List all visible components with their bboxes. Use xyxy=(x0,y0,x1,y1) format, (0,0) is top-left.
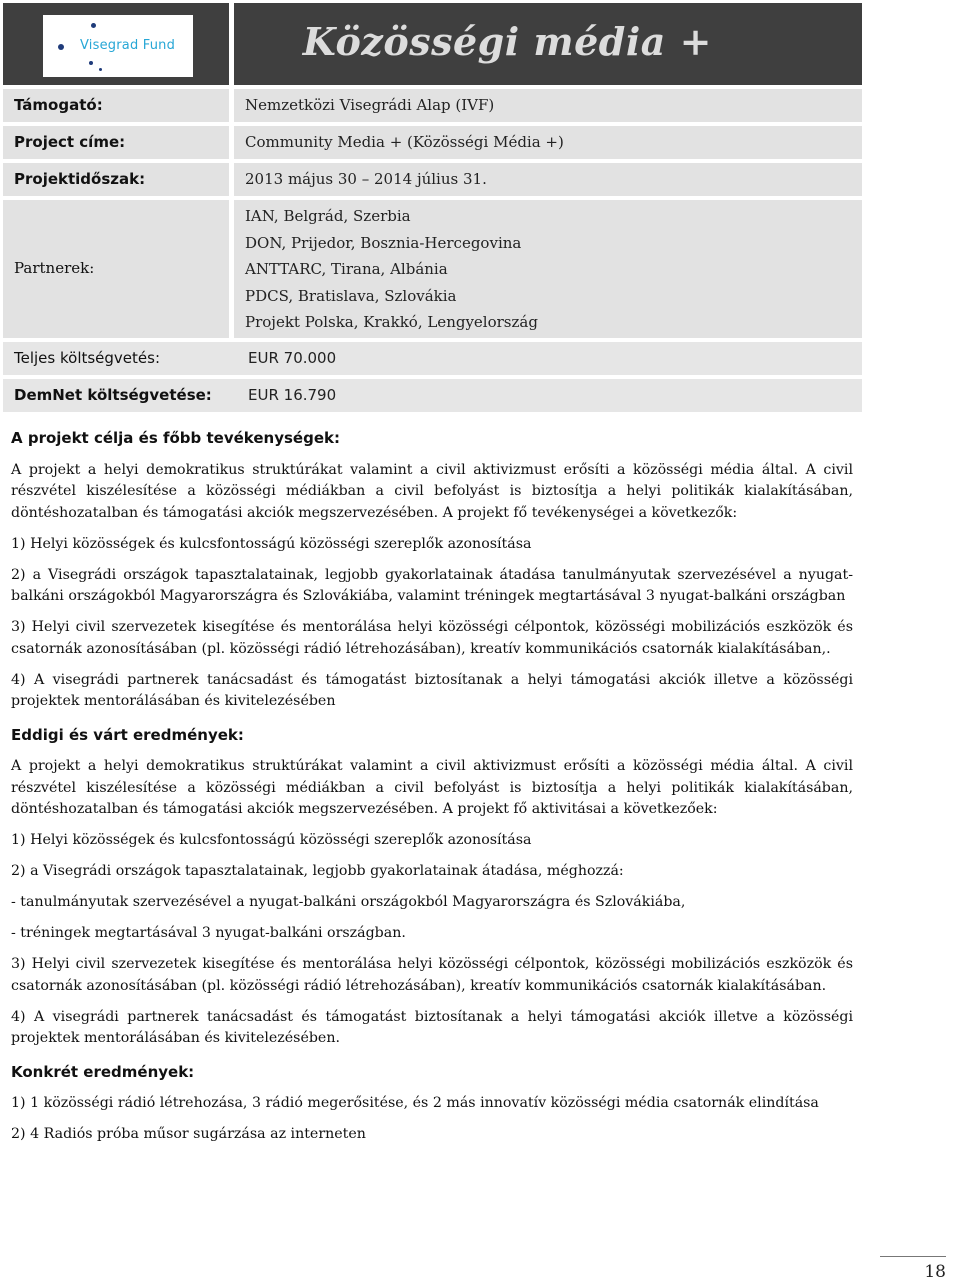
partner-item: IAN, Belgrád, Szerbia xyxy=(245,207,411,225)
partner-item: Projekt Polska, Krakkó, Lengyelország xyxy=(245,313,538,331)
project-title-label: Project címe: xyxy=(14,133,126,151)
supporter-label: Támogató: xyxy=(14,96,103,114)
total-budget-label: Teljes költségvetés: xyxy=(14,349,161,367)
logo-panel xyxy=(3,3,229,85)
total-budget-row xyxy=(3,342,862,375)
demnet-budget-row xyxy=(3,379,862,412)
period-value-cell xyxy=(234,163,862,196)
period-label: Projektidőszak: xyxy=(14,170,146,188)
document-title: Közösségi média + xyxy=(302,19,712,64)
project-title-value-cell xyxy=(234,126,862,159)
project-title-value: Community Media + (Közösségi Média +) xyxy=(245,133,564,151)
partners-label-cell xyxy=(3,200,229,338)
title-banner xyxy=(234,3,862,85)
concrete-paragraph: 2) 4 Radiós próba műsor sugárzása az interneten xyxy=(11,1126,366,1142)
goals-heading: A projekt célja és főbb tevékenységek: xyxy=(11,429,340,447)
partners-value-cell xyxy=(234,200,862,338)
document-body xyxy=(11,428,853,1155)
partner-item: DON, Prijedor, Bosznia-Hercegovina xyxy=(245,234,522,252)
project-title-label-cell xyxy=(3,126,229,159)
partners-label: Partnerek: xyxy=(14,259,95,277)
results-paragraph: 4) A visegrádi partnerek tanácsadást és támogatást biztosítanak a helyi támogatási akciók illetve a közösségi projektek mentorálásában és kivitelezésében. xyxy=(11,1008,853,1046)
total-budget-value: EUR 70.000 xyxy=(248,349,337,367)
goals-paragraph: A projekt a helyi demokratikus struktúrákat valamint a civil aktivizmust erősíti a közösségi média által. A civil részvétel kiszélesítése a közösségi médiákban a civil befolyást is biztosítja a helyi politikák kialakításában, döntéshozatalban és támogatási akciók megszervezésében. A projekt fő tevékenységei a következők: xyxy=(11,461,853,521)
period-value: 2013 május 30 – 2014 július 31. xyxy=(245,170,487,188)
concrete-paragraph: 1) 1 közösségi rádió létrehozása, 3 rádió megerősitése, és 2 más innovatív közösségi média csatornák elindítása xyxy=(11,1095,819,1111)
period-label-cell xyxy=(3,163,229,196)
logo-text: Visegrad Fund xyxy=(80,38,176,53)
supporter-value-cell xyxy=(234,89,862,122)
goals-paragraph: 1) Helyi közösségek és kulcsfontosságú közösségi szereplők azonosítása xyxy=(11,535,532,552)
page-number-rule xyxy=(880,1256,946,1257)
goals-paragraph: 4) A visegrádi partnerek tanácsadást és támogatást biztosítanak a helyi támogatási akciók illetve a közösségi projektek mentorálásában és kivitelezésében xyxy=(11,671,853,709)
supporter-label-cell xyxy=(3,89,229,122)
demnet-budget-value: EUR 16.790 xyxy=(248,386,337,404)
demnet-budget-label: DemNet költségvetése: xyxy=(14,386,212,404)
goals-paragraph: 3) Helyi civil szervezetek kisegítése és mentorálása helyi közösségi célpontok, közösségi mobilizációs eszközök és csatornák azonosításában (pl. közösségi rádió létrehozásában), kreatív kommunikációs csatornák kialakításában,. xyxy=(11,619,853,657)
concrete-heading: Konkrét eredmények: xyxy=(11,1062,195,1081)
visegrad-fund-logo xyxy=(43,15,193,77)
goals-paragraph: 2) a Visegrádi országok tapasztalatainak, legjobb gyakorlatainak átadása tanulmányutak szervezésével a nyugat-balkáni országokból Magyarországra és Szlovákiába, valamint tréningek megtartásával 3 nyugat-balkáni országban xyxy=(11,566,853,604)
results-paragraph: 3) Helyi civil szervezetek kisegítése és mentorálása helyi közösségi célpontok, közösségi mobilizációs eszközök és csatornák azonosításában (pl. közösségi rádió létrehozásában), kreatív kommunikációs csatornák kialakításában. xyxy=(11,956,853,994)
partner-item: PDCS, Bratislava, Szlovákia xyxy=(245,287,457,305)
results-paragraph: - tanulmányutak szervezésével a nyugat-balkáni országokból Magyarországra és Szlovákiába, xyxy=(11,894,686,910)
supporter-value: Nemzetközi Visegrádi Alap (IVF) xyxy=(245,96,495,114)
results-paragraph: 2) a Visegrádi országok tapasztalatainak, legjobb gyakorlatainak átadása, méghozzá: xyxy=(11,863,624,879)
results-paragraph: 1) Helyi közösségek és kulcsfontosságú közösségi szereplők azonosítása xyxy=(11,832,532,848)
partner-item: ANTTARC, Tirana, Albánia xyxy=(245,260,448,278)
results-paragraph: - tréningek megtartásával 3 nyugat-balkáni országban. xyxy=(11,925,406,941)
results-heading: Eddigi és várt eredmények: xyxy=(11,725,244,744)
page-number: 18 xyxy=(924,1262,946,1282)
results-paragraph: A projekt a helyi demokratikus struktúrákat valamint a civil aktivizmust erősíti a közösségi média által. A civil részvétel kiszélesítése a közösségi médiákban a civil befolyást is biztosítja a helyi politikák kialakításában, döntéshozatalban és támogatási akciók megszervezésében. A projekt fő aktivitásai a következőek: xyxy=(11,758,853,817)
